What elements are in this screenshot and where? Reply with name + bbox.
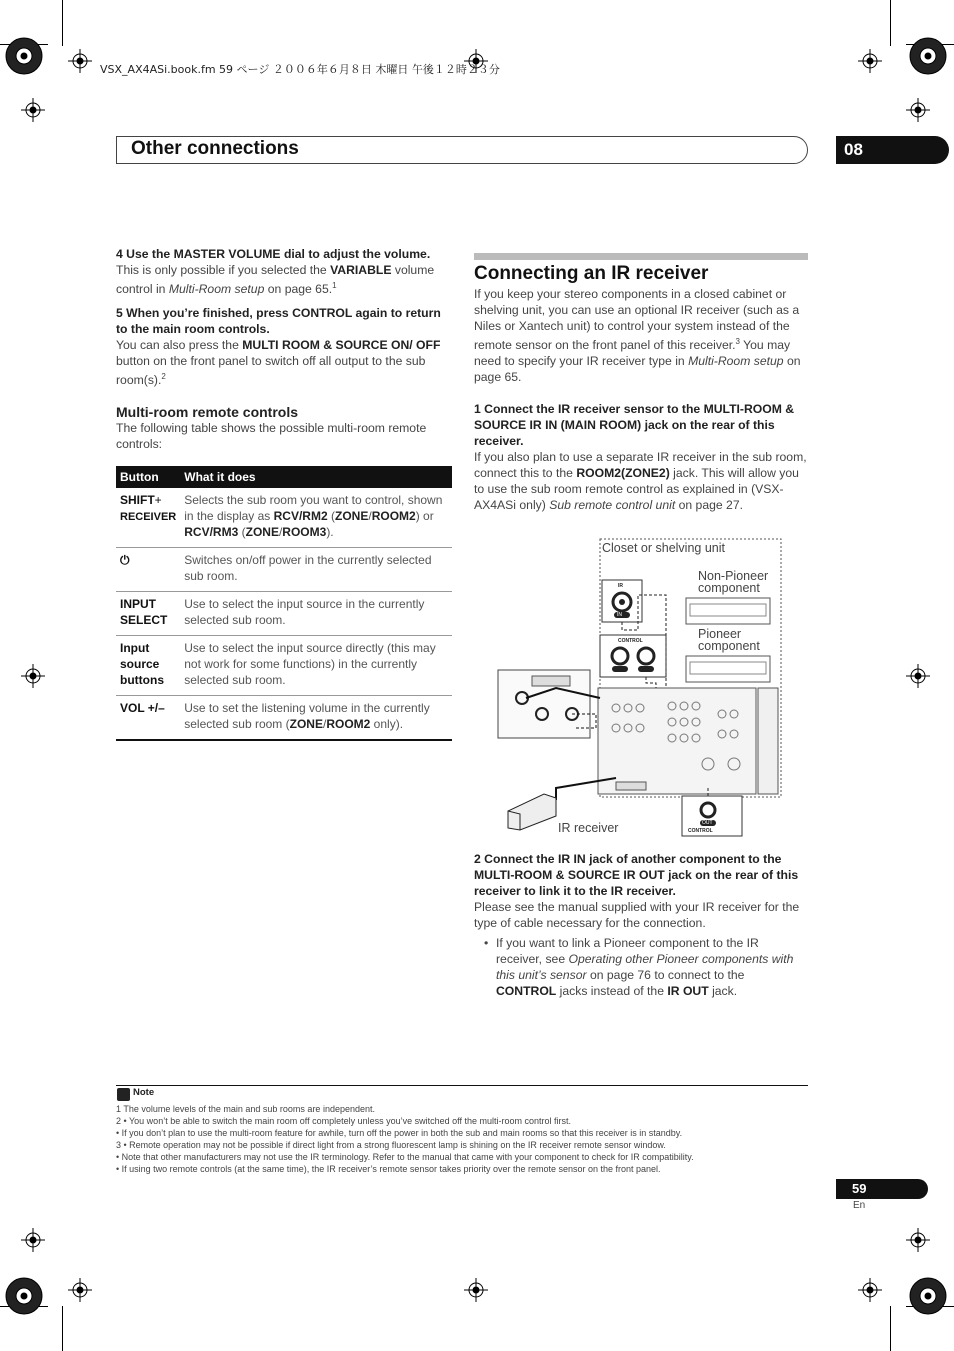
table-value: Use to set the listening volume in the currently selected sub room (ZONE/ROOM2 only). [180,696,452,741]
table-row [116,636,452,696]
table-value: Selects the sub room you want to control, shown in the display as RCV/RM2 (ZONE/ROOM2) or RCV/RM3 (ZONE/ROOM3). [180,488,452,548]
page-language: En [853,1200,866,1211]
notes-list [116,1103,816,1175]
note-item: • If you don’t plan to use the multi-room feature for awhile, turn off the power in both the sub and main rooms so that this receiver is in standby. [116,1128,683,1138]
table-value: Use to select the input source in the currently selected sub room. [180,592,452,636]
page-number: 59 [836,1179,928,1199]
table-key: SHIFT+ RECEIVER [116,488,180,548]
notes-heading: Note [133,1087,155,1098]
table-key: VOL +/– [116,696,180,741]
left-column [116,246,452,741]
table-key: Input source buttons [116,636,180,696]
step5-title: 5 When you’re finished, press CONTROL again to return to the main room controls. [116,306,441,337]
ir-step1-title: 1 Connect the IR receiver sensor to the MULTI-ROOM & SOURCE IR IN (MAIN ROOM) jack on the rear of this receiver. [474,402,795,449]
ir-step2-text: Please see the manual supplied with your IR receiver for the type of cable necessary for the connection. [474,900,800,930]
power-icon: ⏻ [116,548,180,592]
table-value: Use to select the input source directly (this may not work for some functions) in the currently selected sub room. [180,636,452,696]
table-header-what: What it does [180,466,452,488]
control-jack-label: CONTROL [618,638,643,644]
note-icon [117,1088,130,1101]
chapter-title: Other connections [131,138,299,159]
table-header-button: Button [116,466,180,488]
table-row [116,488,452,548]
right-column-top [474,286,808,513]
file-info: VSX_AX4ASi.book.fm 59 ページ ２００６年６月８日 木曜日 午後１２時２３分 [100,63,500,76]
step5-text: You can also press the MULTI ROOM & SOURCE ON/ OFF button on the front panel to switch off all output to the sub room(s).$^2$ [116,338,441,388]
in-jack-label: IN [617,612,622,618]
ir-step1-text: If you also plan to use a separate IR receiver in the sub room, connect this to the ROOM2(ZONE2) jack. This will allow you to use the sub room remote control as explained in (VSX-AX4ASi only) Sub remote control unit on page 27. [474,450,807,513]
table-row [116,548,452,592]
ir-connection-diagram [496,538,808,840]
control-bottom-label: CONTROL [688,828,713,834]
step4-title: 4 Use the MASTER VOLUME dial to adjust the volume. [116,247,431,261]
remote-controls-table [116,466,452,741]
ir-step2-title: 2 Connect the IR IN jack of another component to the MULTI-ROOM & SOURCE IR OUT jack on the rear of this receiver to link it to the IR receiver. [474,852,799,898]
table-row [116,592,452,636]
out-jack-label: OUT [702,820,713,826]
chapter-number-badge: 08 [836,136,949,164]
table-value: Switches on/off power in the currently selected sub room. [180,548,452,592]
notes-divider [116,1085,808,1086]
remote-controls-intro: The following table shows the possible multi-room remote controls: [116,421,427,452]
remote-controls-heading: Multi-room remote controls [116,404,299,421]
note-item: 2 • You won’t be able to switch the main room off completely unless you’ve switched off the multi-room control first. [116,1116,572,1126]
note-item: • Note that other manufacturers may not use the IR terminology. Refer to the manual that came with your component to check for IR compatibility. [116,1152,694,1162]
section-divider [474,253,808,260]
right-column-bottom [474,851,808,999]
table-row [116,696,452,741]
ir-bullet: • If you want to link a Pioneer component to the IR receiver, see Operating other Pioneer components with this unit’s sensor on page 76 to connect to the CONTROL jacks instead of the IR OUT jack. [484,936,794,998]
section-intro: If you keep your stereo components in a closed cabinet or shelving unit, you can use an optional IR receiver (such as a Niles or Xantech unit) to control your system instead of the remote sensor on the front panel of this receiver.$^3$ You may need to specify your IR receiver type in Multi-Room setup on page 65. [474,287,801,385]
ir-jack-label: IR [618,583,623,589]
table-key: INPUT SELECT [116,592,180,636]
non-pioneer-label: Non-Pioneer component [698,569,769,595]
section-title: Connecting an IR receiver [474,263,709,284]
pioneer-label: Pioneer component [698,627,760,653]
ir-receiver-label: IR receiver [558,821,619,835]
table-header-row [116,466,452,488]
note-item: 1 The volume levels of the main and sub rooms are independent. [116,1104,375,1114]
note-item: 3 • Remote operation may not be possible if direct light from a strong fluorescent lamp is shining on the IR receiver remote sensor window. [116,1140,666,1150]
cabinet-label: Closet or shelving unit [602,541,725,555]
note-item: • If using two remote controls (at the same time), the IR receiver’s remote sensor takes priority over the remote sensor on the front panel. [116,1164,661,1174]
step4-text: This is only possible if you selected the VARIABLE volume control in Multi-Room setup on page 65.$^1$ [116,263,435,297]
